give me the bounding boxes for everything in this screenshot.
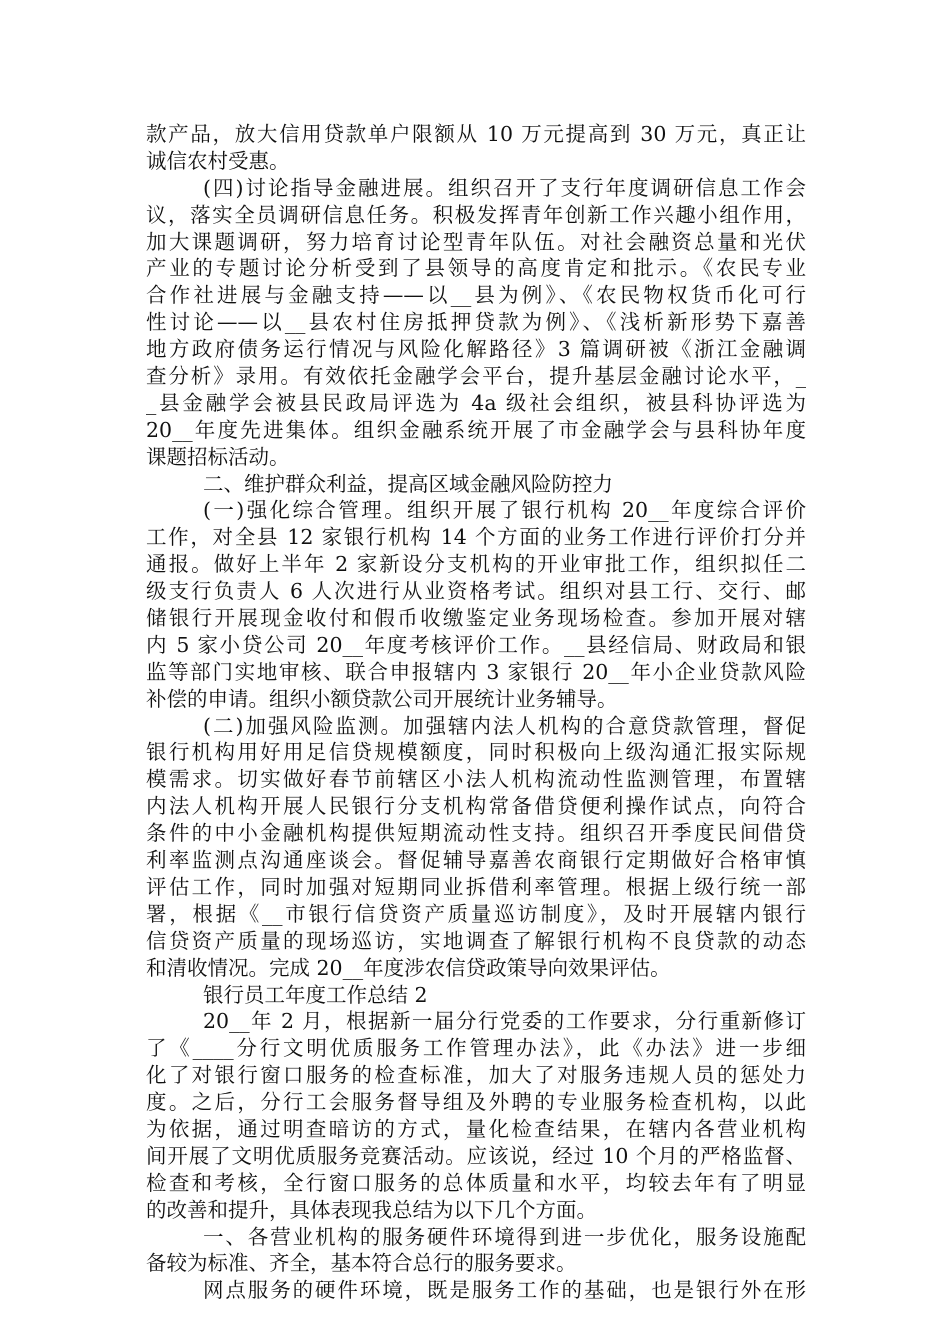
text-line: 级支行负责人 6 人次进行从业资格考试。组织对县工行、交行、邮 [146, 579, 806, 604]
text-line: 合作社进展与金融支持——以__县为例》、《农民物权货币化可行 [146, 283, 806, 308]
text-line: 利率监测点沟通座谈会。督促辅导嘉善农商银行定期做好合格审慎 [146, 848, 806, 873]
text-line: 的改善和提升，具体表现我总结为以下几个方面。 [146, 1197, 597, 1222]
text-line: 20__年度先进集体。组织金融系统开展了市金融学会与县科协年度 [146, 417, 806, 442]
text-line: 检查和考核，全行窗口服务的总体质量和水平，均较去年有了明显 [146, 1170, 806, 1195]
text-line: 评估工作，同时加强对短期同业拆借利率管理。根据上级行统一部 [146, 874, 806, 899]
text-line: 通报。做好上半年 2 家新设分支机构的开业审批工作，组织拟任二 [146, 552, 806, 577]
text-line: (一)强化综合管理。组织开展了银行机构 20__年度综合评价 [203, 498, 806, 523]
text-line: 产业的专题讨论分析受到了县领导的高度肯定和批示。《农民专业 [146, 256, 806, 281]
text-line: 诚信农村受惠。 [146, 148, 290, 173]
text-line: 为依据，通过明查暗访的方式，量化检查结果，在辖内各营业机构 [146, 1116, 806, 1141]
text-line: 一、各营业机构的服务硬件环境得到进一步优化，服务设施配 [203, 1224, 806, 1249]
text-line: 议，落实全员调研信息任务。积极发挥青年创新工作兴趣小组作用， [146, 202, 806, 227]
text-line: 银行员工年度工作总结 2 [203, 982, 428, 1007]
text-line: 查分析》录用。有效依托金融学会平台，提升基层金融讨论水平，_ [146, 364, 806, 389]
text-line: 度。之后，分行工会服务督导组及外聘的专业服务检查机构，以此 [146, 1090, 806, 1115]
text-line: (四)讨论指导金融进展。组织召开了支行年度调研信息工作会 [203, 175, 806, 200]
text-line: 条件的中小金融机构提供短期流动性支持。组织召开季度民间借贷 [146, 821, 806, 846]
text-line: 备较为标准、齐全，基本符合总行的服务要求。 [146, 1251, 577, 1276]
text-line: _县金融学会被县民政局评选为 4a 级社会组织，被县科协评选为 [146, 390, 806, 415]
text-line: 网点服务的硬件环境，既是服务工作的基础，也是银行外在形 [203, 1278, 806, 1303]
text-line: 款产品，放大信用贷款单户限额从 10 万元提高到 30 万元，真正让 [146, 122, 806, 146]
text-line: 署，根据《__市银行信贷资产质量巡访制度》，及时开展辖内银行 [146, 901, 806, 926]
text-line: 储银行开展现金收付和假币收缴鉴定业务现场检查。参加开展对辖 [146, 606, 806, 631]
text-line: 信贷资产质量的现场巡访，实地调查了解银行机构不良贷款的动态 [146, 928, 806, 953]
text-line: 性讨论——以__县农村住房抵押贷款为例》、《浅析新形势下嘉善 [146, 310, 806, 335]
text-line: 化了对银行窗口服务的检查标准，加大了对服务违规人员的惩处力 [146, 1063, 806, 1088]
text-line: 工作，对全县 12 家银行机构 14 个方面的业务工作进行评价打分并 [146, 525, 806, 550]
text-line: 间开展了文明优质服务竞赛活动。应该说，经过 10 个月的严格监督、 [146, 1143, 806, 1168]
text-line: 了《____分行文明优质服务工作管理办法》，此《办法》进一步细 [146, 1036, 806, 1061]
text-line: 课题招标活动。 [146, 444, 290, 469]
text-line: 加大课题调研，努力培育讨论型青年队伍。对社会融资总量和光伏 [146, 229, 806, 254]
text-line: 银行机构用好用足信贷规模额度，同时积极向上级沟通汇报实际规 [146, 740, 806, 765]
text-line: 和清收情况。完成 20__年度涉农信贷政策导向效果评估。 [146, 955, 671, 980]
text-line: 补偿的申请。组织小额贷款公司开展统计业务辅导。 [146, 686, 618, 711]
text-line: 地方政府债务运行情况与风险化解路径》3 篇调研被《浙江金融调 [146, 337, 806, 362]
text-line: 二、维护群众利益，提高区域金融风险防控力 [203, 471, 613, 496]
text-line: (二)加强风险监测。加强辖内法人机构的合意贷款管理，督促 [203, 713, 806, 738]
text-line: 监等部门实地审核、联合申报辖内 3 家银行 20__年小企业贷款风险 [146, 659, 806, 684]
text-line: 20__年 2 月，根据新一届分行党委的工作要求，分行重新修订 [203, 1009, 806, 1034]
text-line: 模需求。切实做好春节前辖区小法人机构流动性监测管理，布置辖 [146, 767, 806, 792]
text-line: 内 5 家小贷公司 20__年度考核评价工作。__县经信局、财政局和银 [146, 632, 806, 657]
text-line: 内法人机构开展人民银行分支机构常备借贷便利操作试点，向符合 [146, 794, 806, 819]
document-body [146, 121, 806, 1304]
